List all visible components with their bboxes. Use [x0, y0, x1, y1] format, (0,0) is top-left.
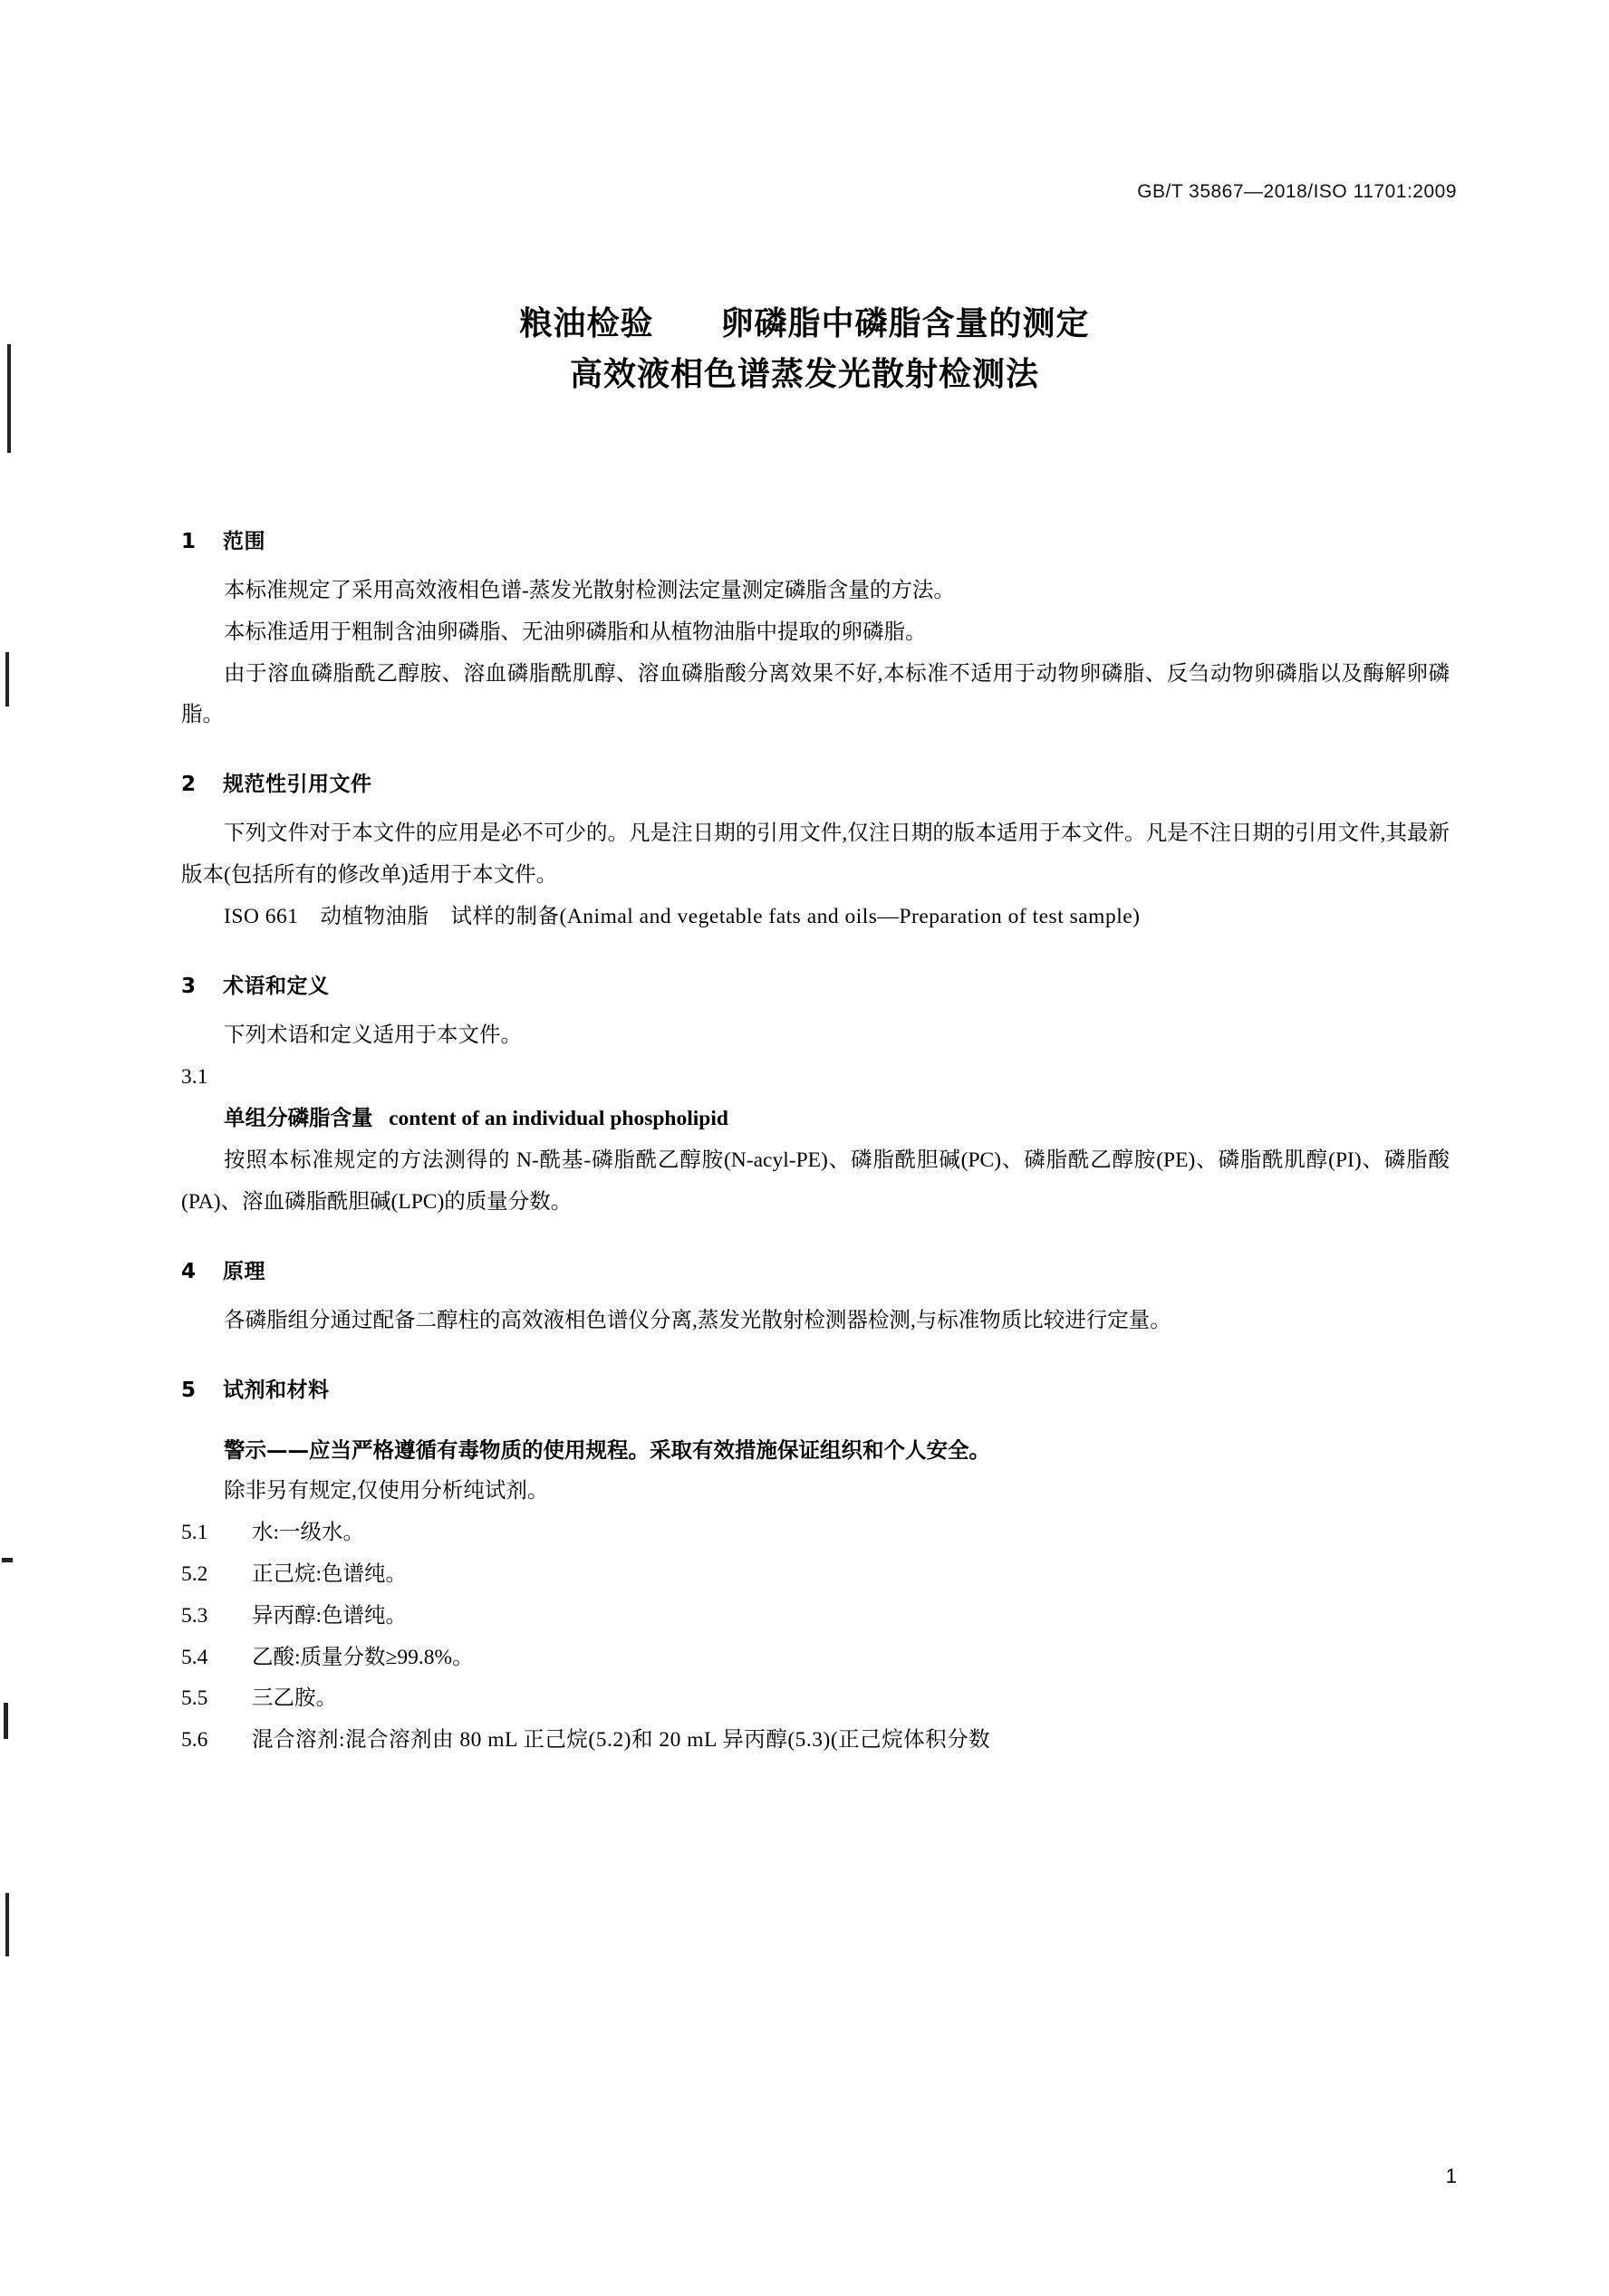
section-title-1: 范围 [223, 530, 265, 553]
scan-artifact [4, 1703, 8, 1739]
section-number-2: 2 [181, 773, 197, 797]
item-text: 水:一级水。 [252, 1521, 365, 1545]
item-text: 异丙醇:色谱纯。 [252, 1603, 408, 1628]
list-item [181, 1678, 1450, 1720]
paragraph: 各磷脂组分通过配备二醇柱的高效液相色谱仪分离,蒸发光散射检测器检测,与标准物质比较进行定量。 [224, 1308, 1171, 1332]
clause-number: 3.1 [181, 1064, 208, 1089]
paragraph: 下列术语和定义适用于本文件。 [224, 1023, 522, 1047]
document-body [181, 494, 1450, 1762]
section-title-4: 原理 [223, 1259, 265, 1283]
list-item [181, 1638, 1450, 1679]
item-index: 5.1 [181, 1521, 208, 1545]
item-index: 5.6 [181, 1728, 208, 1753]
section-title-2: 规范性引用文件 [223, 773, 372, 797]
title-line-1: 粮油检验 卵磷脂中磷脂含量的测定 [519, 305, 1090, 342]
item-text: 乙酸:质量分数≥99.8%。 [252, 1645, 474, 1669]
item-text: 正己烷:色谱纯。 [252, 1562, 408, 1586]
list-item [181, 1513, 1450, 1554]
normative-reference: ISO 661 动植物油脂 试样的制备(Animal and vegetable fats and oils—Preparation of test sample) [224, 904, 1141, 928]
section-number-4: 4 [181, 1259, 197, 1283]
section-heading-3 [181, 969, 1450, 999]
section-heading-2 [181, 767, 1450, 797]
term-en: content of an individual phospholipid [389, 1107, 728, 1131]
item-index: 5.4 [181, 1645, 208, 1669]
paragraph: 本标准适用于粗制含油卵磷脂、无油卵磷脂和从植物油脂中提取的卵磷脂。 [224, 620, 927, 644]
paragraph: 除非另有规定,仅使用分析纯试剂。 [224, 1479, 549, 1503]
paragraph: 下列文件对于本文件的应用是必不可少的。凡是注日期的引用文件,仅注日期的版本适用于本文件。凡是不注日期的引用文件,其最新版本(包括所有的修改单)适用于本文件。 [181, 821, 1450, 888]
list-item [181, 1554, 1450, 1596]
paragraph: 由于溶血磷脂酰乙醇胺、溶血磷脂酰肌醇、溶血磷脂酸分离效果不好,本标准不适用于动物卵磷脂、反刍动物卵磷脂以及酶解卵磷脂。 [181, 661, 1450, 727]
standard-number-header: GB/T 35867—2018/ISO 11701:2009 [1137, 181, 1457, 202]
term-line [181, 1098, 1450, 1140]
term-cn: 单组分磷脂含量 [224, 1105, 373, 1131]
list-item [181, 1596, 1450, 1638]
list-item [181, 1720, 1450, 1762]
document-title [0, 299, 1609, 400]
paragraph: 本标准规定了采用高效液相色谱-蒸发光散射检测法定量测定磷脂含量的方法。 [224, 579, 955, 602]
section-title-3: 术语和定义 [223, 974, 330, 998]
page-number: 1 [1445, 2165, 1457, 2187]
item-index: 5.5 [181, 1686, 208, 1711]
section-heading-5 [181, 1373, 1450, 1403]
item-index: 5.3 [181, 1603, 208, 1628]
section-heading-4 [181, 1254, 1450, 1284]
scan-artifact [5, 652, 9, 706]
item-text: 三乙胺。 [252, 1686, 337, 1711]
section-number-1: 1 [181, 530, 197, 553]
warning-note: 警示——应当严格遵循有毒物质的使用规程。采取有效措施保证组织和个人安全。 [224, 1436, 990, 1463]
scan-artifact [2, 1558, 13, 1562]
section-title-5: 试剂和材料 [223, 1378, 330, 1402]
section-number-5: 5 [181, 1378, 197, 1402]
section-number-3: 3 [181, 974, 197, 998]
title-line-2: 高效液相色谱蒸发光散射检测法 [569, 355, 1039, 393]
scan-artifact [5, 1893, 9, 1956]
term-definition: 按照本标准规定的方法测得的 N-酰基-磷脂酰乙醇胺(N-acyl-PE)、磷脂酰胆碱(PC)、磷脂酰乙醇胺(PE)、磷脂酰肌醇(PI)、磷脂酸(PA)、溶血磷脂酰胆碱(LPC)的质量分数。 [181, 1148, 1450, 1214]
item-text: 混合溶剂:混合溶剂由 80 mL 正己烷(5.2)和 20 mL 异丙醇(5.3)(正己烷体积分数 [252, 1728, 991, 1753]
section-heading-1 [181, 524, 1450, 554]
item-index: 5.2 [181, 1562, 208, 1586]
